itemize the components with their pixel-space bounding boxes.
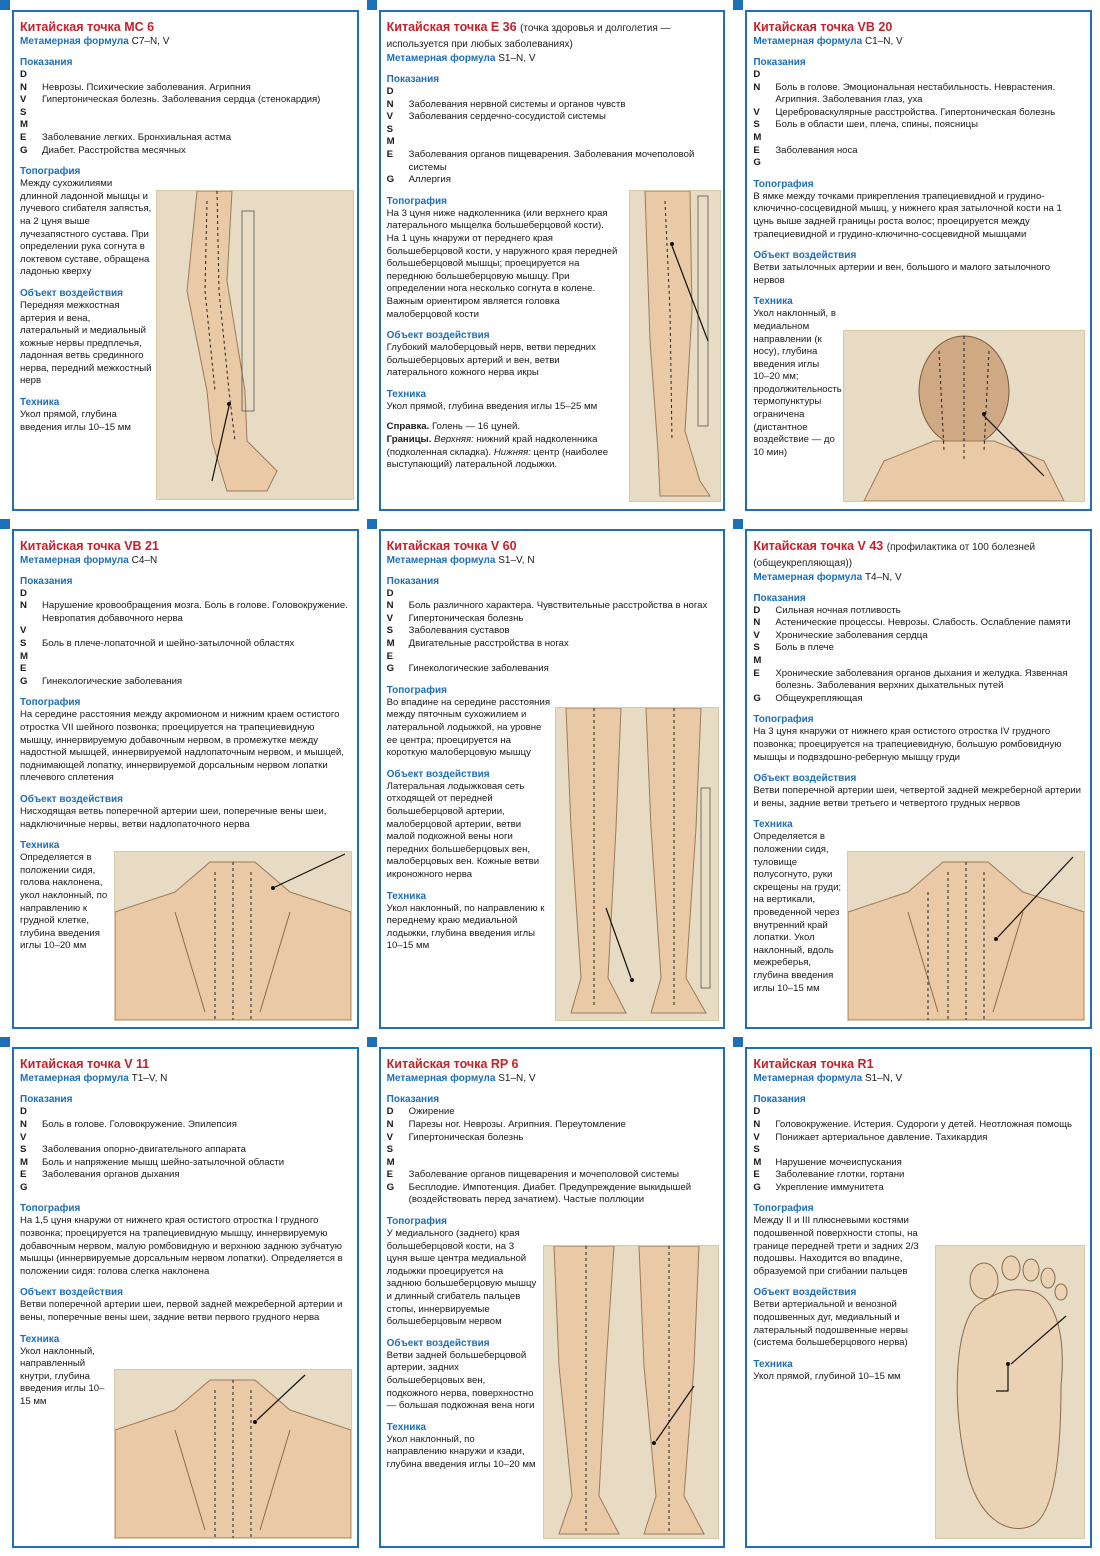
metamer-formula: Метамерная формула S1–N, V	[386, 1073, 536, 1085]
technique-text: Укол наклонный, в медиальном направлении (к носу), глубина введения иглы 10–20 мм; продолжительность термопунктуры ограничена (дистантное воздействие — до 10 мин)	[753, 308, 842, 458]
technique-text: Укол наклонный, по направлению к переднему краю медиальной лодыжки, глубина введения иглы 10–15 мм	[386, 902, 545, 952]
section-heading: Топография	[753, 1203, 814, 1215]
metamer-formula: Метамерная формула S1–N, V	[386, 53, 536, 64]
anatomy-illustration	[847, 851, 1085, 1021]
section-heading: Объект воздействия	[753, 1287, 857, 1299]
object-text: Ветви поперечной артерии шеи, четвертой задней межреберной артерии и вены, задние ветви третьего и четвертого грудных нервов	[753, 785, 1082, 809]
section-heading: Объект воздействия	[753, 773, 857, 785]
indication-row: E	[20, 663, 27, 675]
anatomy-illustration	[114, 1369, 352, 1539]
topography-text: В ямке между точками прикрепления трапециевидной и грудино-ключично-сосцевидной мышц, у нижнего края затылочной кости на 1 цунь выше задней границы роста волос; проецируется между трапециевидной и грудино-ключично-сосцевидной мышцами	[753, 190, 1062, 240]
section-heading: Объект воздействия	[20, 1287, 123, 1299]
section-heading: Техника	[386, 890, 427, 902]
anatomy-illustration	[543, 1245, 719, 1539]
indication-row: S Боль в плече	[753, 642, 834, 654]
section-heading: Топография	[20, 1203, 81, 1215]
topography-text: Между II и III плюсневыми костями подошвенной поверхности стопы, на границе передней трети и задних 2/3 подошвы. Находится во впадине, образуемой при сгибании пальцев	[753, 1215, 919, 1277]
indication-row: V Гипертоническая болезнь	[386, 1131, 524, 1143]
indication-row: E Заболевание органов пищеварения и мочеполовой системы	[386, 1169, 680, 1181]
back-figure	[115, 1370, 351, 1538]
section-heading: Показания	[753, 1094, 806, 1106]
section-heading: Топография	[753, 714, 814, 726]
object-text: Нисходящая ветвь поперечной артерии шеи, поперечные вены шеи, надключичные нервы, ветви надлопаточного нерва	[20, 805, 327, 830]
metamer-formula: Метамерная формула Т4–N, V	[753, 571, 902, 583]
section-heading: Объект воздействия	[20, 793, 123, 805]
section-heading: Техника	[20, 840, 60, 852]
indication-row: E Хронические заболевания органов дыхания и желудка. Язвенная болезнь. Заболевания верхних дыхательных путей	[753, 667, 1068, 692]
card-title: Китайская точка V 11	[20, 1057, 150, 1072]
card-cell	[0, 519, 367, 1038]
indication-row: D	[20, 69, 27, 80]
indication-row: G Гинекологические заболевания	[386, 663, 549, 675]
section-heading: Показания	[753, 57, 806, 68]
indication-row: D	[20, 587, 27, 599]
indication-row: N Заболевания нервной системы и органов чувств	[386, 98, 626, 110]
metamer-formula: Метамерная формула S1–N, V	[753, 1073, 903, 1085]
metamer-formula: Метамерная формула С1–N, V	[753, 36, 903, 47]
legs-figure	[544, 1246, 718, 1538]
anatomy-illustration	[156, 190, 354, 500]
metamer-formula: Метамерная формула С4–N	[20, 554, 158, 566]
topography-text: На 3 цуня ниже надколенника (или верхнего края латерального мыщелка большеберцовой кости). На 1 цунь кнаружи от переднего края большеберцовой кости, у наружного края передней большеберцовой мышцы; проецируется на переднюю большеберцовую мышцу. При определении нога несколько согнута в колене. Важным ориентиром является головка малоберцовой кости	[386, 207, 618, 320]
indication-row: S Заболевания суставов	[386, 625, 510, 637]
indication-row: S Заболевания опорно-двигательного аппарата	[20, 1144, 246, 1156]
object-text: Ветви артериальной и венозной подошвенных дуг, медиальный и латеральный подошвенные нервы (система большеберцового нерва)	[753, 1299, 908, 1349]
arm-figure	[157, 191, 353, 499]
section-heading: Топография	[386, 684, 447, 696]
technique-text: Укол наклонный, по направлению кнаружи и кзади, глубина введения иглы 10–20 мм	[386, 1433, 536, 1470]
indications-list	[753, 69, 1082, 170]
indication-row: E Заболевания органов пищеварения. Заболевания мочеполовой системы	[386, 148, 695, 173]
section-heading: Топография	[386, 195, 447, 207]
indications-list	[20, 69, 349, 157]
card-corner-marker	[367, 0, 377, 10]
indication-row: S	[386, 123, 394, 135]
technique-text: Укол прямой, глубина введения иглы 10–15 мм	[20, 409, 132, 433]
object-text: Передняя межкостная артерия и вена, латеральный и медиальный кожные нервы предплечья, ладонная ветвь срединного нерва, передний межкостный нерв	[20, 299, 152, 387]
indication-row: G Аллергия	[386, 174, 451, 186]
metamer-formula: Метамерная формула С7–N, V	[20, 36, 170, 47]
indication-row: N Астенические процессы. Неврозы. Слабость. Ослабление памяти	[753, 617, 1071, 629]
card-cell	[367, 1037, 734, 1556]
indication-row: S	[753, 1144, 760, 1156]
point-card	[745, 529, 1092, 1030]
section-heading: Объект воздействия	[20, 287, 123, 299]
indication-row: M	[386, 1156, 395, 1168]
topography-text: У медиального (заднего) края большеберцовой кости, на 3 цуня выше центра медиальной лодыжки проецируется на заднюю большеберцовую мышцу и длинный сгибатель пальцев стопы, иннервируемые большеберцовым нервом	[386, 1228, 537, 1328]
indications-list	[753, 1106, 1082, 1194]
card-title: Китайская точка V 60	[386, 538, 517, 553]
back-figure	[848, 852, 1084, 1020]
section-heading: Показания	[386, 1094, 440, 1106]
card-title: Китайская точка RP 6	[386, 1057, 519, 1072]
anatomy-illustration	[935, 1245, 1085, 1539]
card-cell	[0, 1037, 367, 1556]
card-cell	[367, 0, 734, 519]
leg-figure	[630, 191, 720, 501]
topography-text: На 1,5 цуня кнаружи от нижнего края остистого отростка I грудного позвонка; проецируется на трапециевидную мышцу, иннервируемую добавочным нервом, малую ромбовидную и верхнюю заднюю зубчатую мышцы (иннервируемые дорсальным нервом лопатки). Определяется в положении сидя: голова слегка наклонена	[20, 1215, 343, 1277]
card-cell	[367, 519, 734, 1038]
card-corner-marker	[733, 1037, 743, 1047]
indication-row: N Нарушение кровообращения мозга. Боль в голове. Головокружение. Невропатия добавочного нерва	[20, 600, 348, 624]
section-heading: Техника	[753, 1358, 793, 1370]
indication-row: M Двигательные расстройства в ногах	[386, 638, 569, 650]
point-card	[745, 10, 1092, 511]
indications-list	[387, 588, 716, 676]
technique-text: Определяется в положении сидя, туловище полусогнуто, руки скрещены на груди; на вертикали, проведенной через внутренний край лопатки. Укол наклонный, вдоль межреберья, глубина введения иглы 10–15 мм	[753, 831, 842, 994]
indication-row: N Парезы ног. Неврозы. Агрипния. Переутомление	[386, 1118, 626, 1130]
section-heading: Топография	[20, 697, 81, 709]
point-card	[379, 10, 726, 511]
section-heading: Показания	[386, 74, 440, 85]
card-title: Китайская точка Е 36 (точка здоровья и долголетия — используется при любых заболеваниях)	[386, 20, 671, 50]
section-heading: Техника	[386, 1421, 427, 1433]
metamer-formula: Метамерная формула S1–V, N	[386, 554, 535, 566]
section-heading: Топография	[386, 1216, 447, 1228]
indication-row: E Заболевания органов дыхания	[20, 1169, 180, 1181]
indication-row: G Гинекологические заболевания	[20, 675, 183, 687]
card-title: Китайская точка VB 20	[753, 20, 893, 34]
object-text: Ветви затылочных артерии и вен, большого и малого затылочного нервов	[753, 262, 1051, 286]
card-cell	[0, 0, 367, 519]
legs-figure	[556, 708, 718, 1020]
indication-row: M	[386, 136, 395, 148]
indication-row: E Заболевание легких. Бронхиальная астма	[20, 131, 232, 143]
anatomy-illustration	[555, 707, 719, 1021]
point-card	[745, 1047, 1092, 1548]
point-card	[12, 1047, 359, 1548]
indication-row: N Боль в голове. Головокружение. Эпилепсия	[20, 1118, 237, 1130]
indication-row: S Боль в плече-лопаточной и шейно-затылочной областях	[20, 638, 295, 650]
section-heading: Объект воздействия	[753, 250, 857, 262]
indication-row: D	[386, 86, 394, 97]
card-corner-marker	[0, 519, 10, 529]
indication-row: M	[753, 131, 762, 143]
indication-row: D Ожирение	[386, 1106, 455, 1118]
indication-row: E	[386, 650, 394, 662]
object-text: Ветви задней большеберцовой артерии, задних большеберцовых вен, подкожного нерва, поверхностно — большая подкожная вена ноги	[386, 1349, 535, 1412]
indication-row: N Боль в голове. Эмоциональная нестабильность. Неврастения. Агрипния. Заболевания глаз, уха	[753, 81, 1056, 106]
indication-row: S	[386, 1144, 394, 1156]
indication-row: V Хронические заболевания сердца	[753, 629, 928, 641]
indication-row: D	[386, 587, 394, 599]
indication-row: N Боль различного характера. Чувствительные расстройства в ногах	[386, 600, 708, 612]
indication-row: V Цереброваскулярные расстройства. Гипертоническая болезнь	[753, 106, 1056, 118]
indication-row: D	[20, 1106, 27, 1118]
card-cell	[733, 1037, 1100, 1556]
technique-text: Укол прямой, глубиной 10–15 мм	[753, 1370, 901, 1382]
topography-text: На 3 цуня кнаружи от нижнего края остистого отростка IV грудного позвонка; проецируется на трапециевидную, большую ромбовидную мышцы и подвздошно-реберную мышцу груди	[753, 726, 1062, 763]
section-heading: Топография	[20, 166, 81, 178]
section-heading: Объект воздействия	[386, 1337, 490, 1349]
anatomy-illustration	[114, 851, 352, 1021]
indication-row: N Неврозы. Психические заболевания. Агрипния	[20, 81, 251, 93]
section-heading: Техника	[753, 819, 793, 831]
head-figure	[844, 331, 1084, 501]
indication-row: N Головокружение. Истерия. Судороги у детей. Неотложная помощь	[753, 1118, 1073, 1130]
indications-list	[20, 1106, 349, 1194]
indication-row: M	[753, 655, 762, 667]
indication-row: G Общеукрепляющая	[753, 692, 863, 704]
technique-text: Укол прямой, глубина введения иглы 15–25 мм	[386, 400, 598, 412]
object-text: Глубокий малоберцовый нерв, ветви передних большеберцовых артерий и вен, ветви латерального кожного нерва икры	[386, 342, 596, 379]
back-figure	[115, 852, 351, 1020]
indication-row: M Нарушение мочеиспускания	[753, 1156, 902, 1168]
card-corner-marker	[367, 1037, 377, 1047]
card-title: Китайская точка VB 21	[20, 538, 159, 553]
reference-note: Справка. Голень — 16 цуней.	[386, 421, 521, 433]
topography-text: Между сухожилиями длинной ладонной мышцы и лучевого сгибателя запястья, на 2 цуня выше лучезапястного сустава. При определении рука согнута в локтевом суставе, обращена ладонью кверху	[20, 178, 152, 278]
section-heading: Показания	[20, 575, 73, 587]
object-text: Ветви поперечной артерии шеи, первой задней межреберной артерии и вены, поперечные вены шеи, задние ветви первого грудного нерва	[20, 1299, 343, 1324]
boundaries-note: Границы. Верхняя: нижний край надколенника (подколенная складка). Нижняя: центр (наиболее выступающий) латеральной лодыжки.	[386, 434, 609, 471]
indication-row: V	[20, 1131, 27, 1143]
indication-row: M	[20, 119, 28, 131]
section-heading: Объект воздействия	[386, 330, 490, 342]
indication-row: G Бесплодие. Импотенция. Диабет. Предупреждение выкидышей (воздействовать перед зачатием). Частые поллюции	[386, 1181, 692, 1206]
card-corner-marker	[733, 519, 743, 529]
indication-row: V Гипертоническая болезнь	[386, 612, 524, 624]
indication-row: V	[20, 625, 27, 637]
section-heading: Техника	[386, 388, 427, 400]
indication-row: G Диабет. Расстройства месячных	[20, 144, 186, 156]
foot-figure	[936, 1246, 1084, 1538]
section-heading: Показания	[753, 592, 806, 604]
section-heading: Техника	[20, 1333, 60, 1345]
card-cell	[733, 519, 1100, 1038]
card-title: Китайская точка V 43 (профилактика от 100 болезней (общеукрепляющая))	[753, 538, 1036, 569]
indication-row: D	[753, 69, 761, 80]
card-corner-marker	[0, 1037, 10, 1047]
card-title: Китайская точка R1	[753, 1057, 874, 1072]
anatomy-illustration	[629, 190, 721, 502]
indication-row: S Боль в области шеи, плеча, спины, поясницы	[753, 119, 978, 131]
indication-row: V Заболевания сердечно-сосудистой системы	[386, 111, 606, 123]
indications-list	[753, 605, 1082, 706]
section-heading: Техника	[753, 296, 793, 308]
section-heading: Показания	[20, 57, 73, 68]
indication-row: V Гипертоническая болезнь. Заболевания сердца (стенокардия)	[20, 94, 321, 106]
indication-row: M	[20, 650, 28, 662]
indication-row: G	[20, 1181, 28, 1193]
indication-row: E Заболевания носа	[753, 144, 858, 156]
point-card	[12, 10, 359, 511]
indications-list	[20, 588, 349, 689]
point-card	[379, 1047, 726, 1548]
section-heading: Показания	[386, 575, 440, 587]
section-heading: Топография	[753, 178, 814, 190]
indication-row: D Сильная ночная потливость	[753, 604, 901, 616]
technique-text: Определяется в положении сидя, голова наклонена, укол наклонный, по направлению к грудной клетке, глубина введения иглы 10–20 мм	[20, 852, 108, 952]
card-corner-marker	[367, 519, 377, 529]
section-heading: Объект воздействия	[386, 768, 490, 780]
point-card	[12, 529, 359, 1030]
indications-list	[387, 86, 716, 187]
card-corner-marker	[733, 0, 743, 10]
topography-text: Во впадине на середине расстояния между пяточным сухожилием и латеральной лодыжкой, на уровне ее центра; проецируется на короткую малоберцовую мышцу	[386, 696, 551, 759]
indication-row: G Укрепление иммунитета	[753, 1181, 884, 1193]
indication-row: M Боль и напряжение мышц шейно-затылочной области	[20, 1156, 285, 1168]
indication-row: E Заболевание глотки, гортани	[753, 1169, 905, 1181]
metamer-formula: Метамерная формула Т1–V, N	[20, 1073, 168, 1085]
indication-row: D	[753, 1106, 761, 1118]
indications-list	[387, 1106, 716, 1207]
section-heading: Техника	[20, 397, 60, 409]
section-heading: Показания	[20, 1094, 73, 1106]
card-cell	[733, 0, 1100, 519]
point-card	[379, 529, 726, 1030]
topography-text: На середине расстояния между акромионом и нижним краем остистого отростка VII шейного позвонка; проецируется на трапециевидную мышцу, иннервируемую добавочным нервом, в промежутке между надостной мышцей, иннервируемой надлопаточным нервом, и мышцей, поднимающей лопатку, иннервируемой дорсальным нервом лопатки плечевого сплетения	[20, 709, 344, 784]
anatomy-illustration	[843, 330, 1085, 502]
technique-text: Укол наклонный, направленный кнутри, глубина введения иглы 10–15 мм	[20, 1345, 105, 1408]
object-text: Латеральная лодыжковая сеть отходящей от передней большеберцовой артерии, малоберцовой артерии, ветви малой подкожной вены ноги передних большеберцовых вен, малоберцовых вен. Кожные ветви икроножного нерва	[386, 780, 540, 880]
card-corner-marker	[0, 0, 10, 10]
indication-row: S	[20, 106, 27, 118]
indication-row: G	[753, 157, 761, 169]
card-title: Китайская точка МС 6	[20, 20, 155, 34]
indication-row: V Понижает артериальное давление. Тахикардия	[753, 1131, 988, 1143]
